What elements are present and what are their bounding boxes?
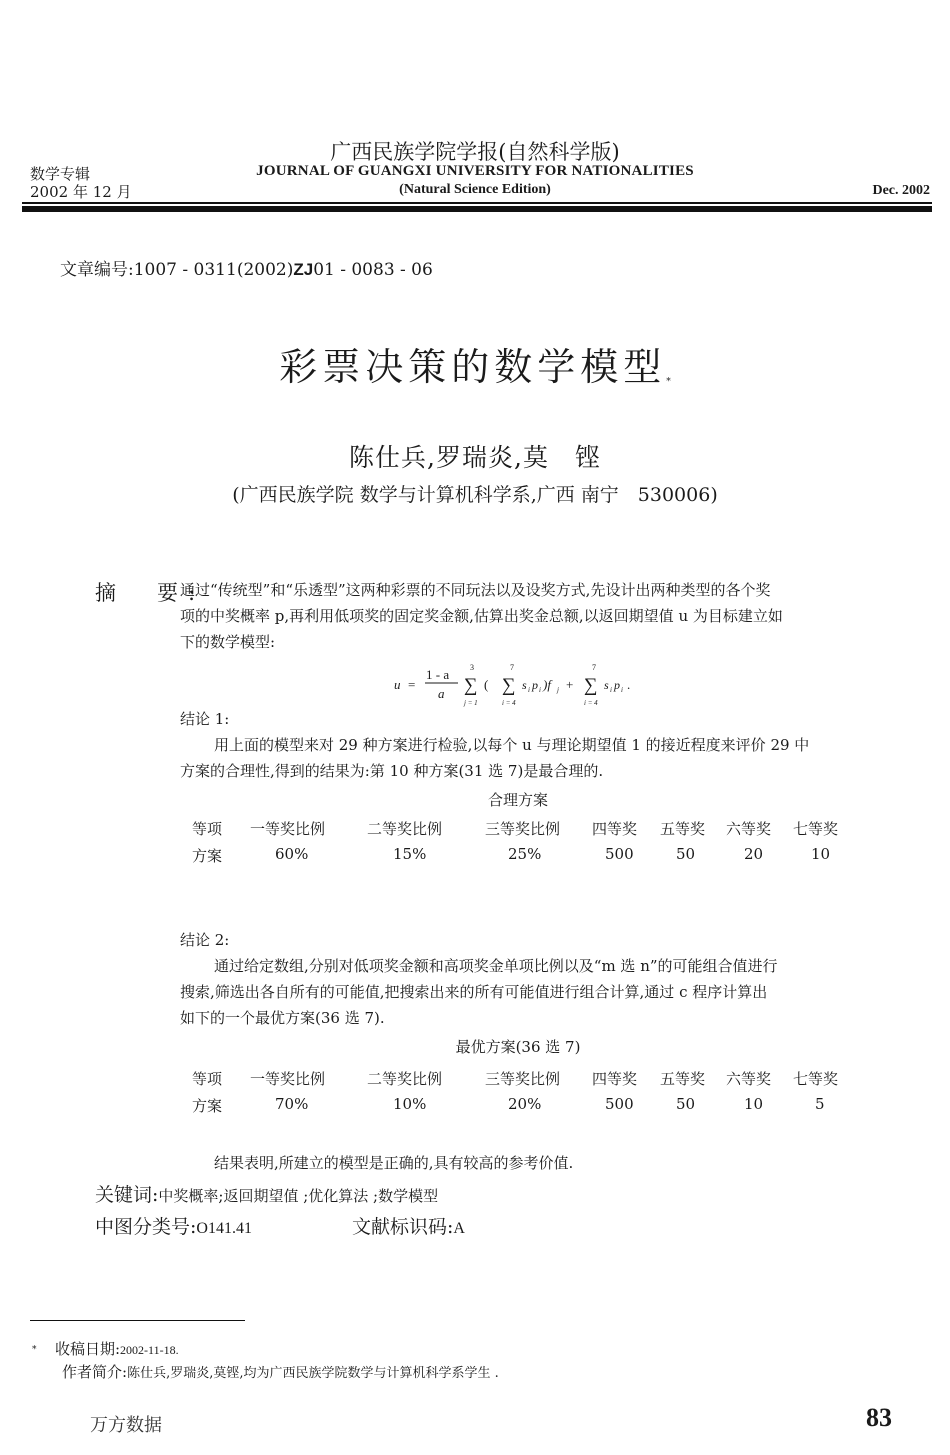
conclusion2-line: 如下的一个最优方案(36 选 7). <box>180 1009 385 1027</box>
conclusion2-line: 搜索,筛选出各自所有的可能值,把搜索出来的所有可能值进行组合计算,通过 c 程序计算出 <box>180 983 768 1001</box>
formula-sum1-upper: 3 <box>470 663 474 672</box>
table-cell: 六等奖 <box>726 1070 772 1088</box>
watermark-text: 万方数据 <box>90 1415 162 1436</box>
model-formula <box>392 662 672 708</box>
table-cell: 10% <box>393 1095 427 1113</box>
journal-title-en: JOURNAL OF GUANGXI UNIVERSITY FOR NATIONALITIES <box>256 163 694 179</box>
header-rule-thin <box>22 202 932 204</box>
table2-header-row <box>180 1068 860 1092</box>
table-cell: 50 <box>676 1095 696 1113</box>
author-intro-value: 陈仕兵,罗瑞炎,莫铿,均为广西民族学院数学与计算机科学系学生 . <box>127 1366 499 1381</box>
article-number-code: ZJ <box>293 260 314 279</box>
table1-title: 合理方案 <box>487 791 548 809</box>
formula-sum3-lower: i = 4 <box>584 699 598 707</box>
table-cell: 方案 <box>192 847 223 865</box>
footnote-mark: * <box>32 1345 37 1355</box>
formula-term1-p: p <box>532 678 538 692</box>
formula-sum3-sign: ∑ <box>584 675 598 696</box>
keywords-value: 中奖概率;返回期望值 ;优化算法 ;数学模型 <box>158 1187 439 1205</box>
formula-term1-p-sub: i <box>539 686 541 694</box>
special-issue-label: 数学专辑 <box>30 165 91 183</box>
abstract-label: 摘 要: <box>95 581 206 605</box>
table-cell: 60% <box>275 845 309 863</box>
article-number-label: 文章编号: <box>60 260 134 280</box>
formula-term2-p-sub: i <box>621 686 623 694</box>
formula-term2-p: p <box>614 678 620 692</box>
table-cell: 25% <box>508 845 542 863</box>
table-cell: 方案 <box>192 1097 223 1115</box>
table2-title: 最优方案(36 选 7) <box>455 1038 581 1056</box>
paper-title <box>0 336 950 391</box>
formula-lhs: u <box>394 677 401 692</box>
conclusion1-line: 方案的合理性,得到的结果为:第 10 种方案(31 选 7)是最合理的. <box>180 762 604 780</box>
formula-term1-s-sub: i <box>528 686 530 694</box>
table-cell: 二等奖比例 <box>367 1070 443 1088</box>
table-cell: 三等奖比例 <box>485 1070 561 1088</box>
table-cell: 等项 <box>192 1070 223 1088</box>
formula-frac-den: a <box>438 686 445 701</box>
journal-edition-en: (Natural Science Edition) <box>399 182 551 197</box>
table-cell: 四等奖 <box>592 1070 638 1088</box>
conclusion2-body <box>180 953 855 1031</box>
table-cell: 三等奖比例 <box>485 820 561 838</box>
table-cell: 5 <box>815 1095 825 1113</box>
formula-term1-f-sub: j <box>557 686 559 694</box>
table-cell: 五等奖 <box>660 1070 706 1088</box>
header-rule-thick <box>22 206 932 212</box>
formula-eq: = <box>408 677 416 692</box>
author-intro-label: 作者简介: <box>62 1363 128 1381</box>
table-cell: 二等奖比例 <box>367 820 443 838</box>
title-footnote-mark: * <box>666 377 671 387</box>
table-cell: 15% <box>393 845 427 863</box>
issue-date-en: Dec. 2002 <box>872 183 930 198</box>
table1-header-row <box>180 818 860 842</box>
classification-value: O141.41 <box>196 1220 252 1237</box>
footnote-received <box>32 1338 179 1359</box>
affiliation: (广西民族学院 数学与计算机科学系,广西 南宁 530006) <box>232 484 718 506</box>
received-label: 收稿日期: <box>54 1340 121 1358</box>
table-cell: 七等奖 <box>793 1070 839 1088</box>
article-number-prefix: 1007 - 0311(2002) <box>133 260 294 280</box>
formula-sum2-upper: 7 <box>510 663 514 672</box>
table-cell: 10 <box>811 845 831 863</box>
formula-term1-close: )f <box>543 677 551 692</box>
formula-term1-open: ( <box>484 677 489 692</box>
conclusion1-label: 结论 1: <box>180 710 230 728</box>
formula-sum2-lower: i = 4 <box>502 699 516 707</box>
abstract-line: 项的中奖概率 p,再利用低项奖的固定奖金额,估算出奖金总额,以返回期望值 u 为目标建立如 <box>180 607 783 625</box>
document-code-label: 文献标识码: <box>352 1216 454 1238</box>
journal-title-cn: 广西民族学院学报(自然科学版) <box>330 140 620 164</box>
abstract-line: 通过“传统型”和“乐透型”这两种彩票的不同玩法以及设奖方式,先设计出两种类型的各个奖 <box>180 581 771 599</box>
result-sentence: 结果表明,所建立的模型是正确的,具有较高的参考价值. <box>214 1154 574 1172</box>
document-code-value: A <box>453 1220 465 1237</box>
conclusion1-body <box>180 732 855 784</box>
table-cell: 五等奖 <box>660 820 706 838</box>
table-cell: 一等奖比例 <box>250 820 326 838</box>
received-value: 2002-11-18. <box>120 1343 179 1357</box>
article-number <box>60 255 433 280</box>
issue-date: 2002 年 12 月 <box>30 183 132 201</box>
keywords <box>95 1180 438 1207</box>
footnote-rule <box>30 1320 245 1321</box>
table-cell: 70% <box>275 1095 309 1113</box>
conclusion2-line: 通过给定数组,分别对低项奖金额和高项奖金单项比例以及“m 选 n”的可能组合值进行 <box>214 957 778 975</box>
table-cell: 20% <box>508 1095 542 1113</box>
formula-end: . <box>627 677 631 692</box>
classification <box>95 1212 252 1239</box>
formula-sum2-sign: ∑ <box>502 675 516 696</box>
table-cell: 20 <box>744 845 764 863</box>
formula-term1-s: s <box>522 678 527 692</box>
abstract-line: 下的数学模型: <box>180 633 276 651</box>
paper-title-text: 彩票决策的数学模型 <box>279 345 667 389</box>
formula-frac-num: 1 - a <box>426 667 450 682</box>
table1-data-row <box>180 845 860 869</box>
formula-sum1-sign: ∑ <box>464 675 478 696</box>
table-cell: 四等奖 <box>592 820 638 838</box>
page-number: 83 <box>866 1403 892 1432</box>
table-cell: 500 <box>605 1095 634 1113</box>
table-cell: 六等奖 <box>726 820 772 838</box>
conclusion1-line: 用上面的模型来对 29 种方案进行检验,以每个 u 与理论期望值 1 的接近程度来评价 29 中 <box>214 736 810 754</box>
footnote-author <box>62 1361 499 1382</box>
abstract-intro <box>180 577 855 655</box>
table2-data-row <box>180 1095 860 1119</box>
article-number-suffix: 01 - 0083 - 06 <box>313 260 433 280</box>
formula-sum3-upper: 7 <box>592 663 596 672</box>
classification-label: 中图分类号: <box>95 1216 197 1238</box>
keywords-label: 关键词: <box>95 1184 159 1206</box>
document-code <box>352 1212 465 1239</box>
formula-sum1-lower: j = 1 <box>464 699 478 707</box>
table-cell: 50 <box>676 845 696 863</box>
table-cell: 一等奖比例 <box>250 1070 326 1088</box>
formula-term2-s: s <box>604 678 609 692</box>
table-cell: 七等奖 <box>793 820 839 838</box>
formula-term2-s-sub: i <box>610 686 612 694</box>
table-cell: 10 <box>744 1095 764 1113</box>
formula-plus: + <box>566 677 574 692</box>
authors: 陈仕兵,罗瑞炎,莫 铿 <box>349 443 601 472</box>
conclusion2-label: 结论 2: <box>180 931 230 949</box>
table-cell: 500 <box>605 845 634 863</box>
table-cell: 等项 <box>192 820 223 838</box>
